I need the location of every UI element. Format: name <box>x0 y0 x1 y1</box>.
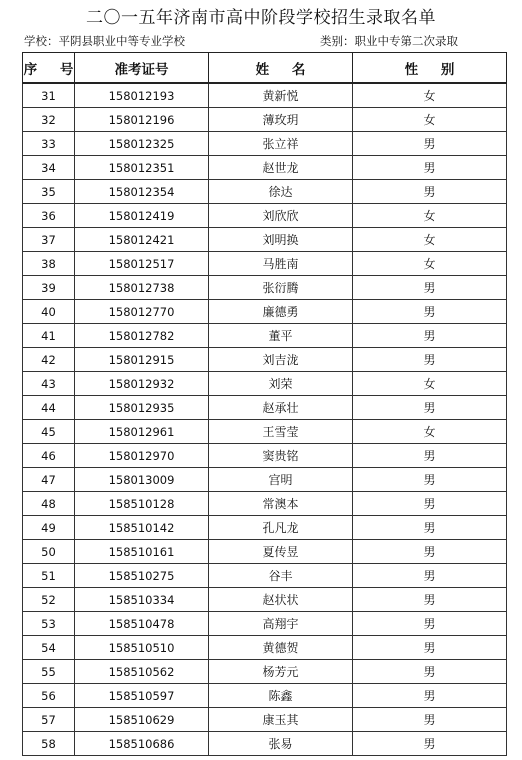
exam-number-cell: 158012193 <box>75 83 209 108</box>
name-cell: 宫明 <box>209 468 353 492</box>
document-title: 二〇一五年济南市高中阶段学校招生录取名单 <box>86 8 436 28</box>
gender-cell: 男 <box>353 732 507 756</box>
gender-cell: 男 <box>353 612 507 636</box>
table-row <box>23 132 507 156</box>
gender-cell: 女 <box>353 228 507 252</box>
name-cell: 陈鑫 <box>209 684 353 708</box>
gender-cell: 男 <box>353 564 507 588</box>
exam-number-cell: 158510510 <box>75 636 209 660</box>
name-cell: 徐达 <box>209 180 353 204</box>
table-row <box>23 276 507 300</box>
exam-number-cell: 158510478 <box>75 612 209 636</box>
seq-cell: 33 <box>23 132 75 156</box>
seq-cell: 52 <box>23 588 75 612</box>
gender-cell: 男 <box>353 132 507 156</box>
name-cell: 王雪莹 <box>209 420 353 444</box>
seq-cell: 39 <box>23 276 75 300</box>
seq-cell: 51 <box>23 564 75 588</box>
name-cell: 马胜南 <box>209 252 353 276</box>
table-row <box>23 708 507 732</box>
exam-number-cell: 158012782 <box>75 324 209 348</box>
seq-cell: 55 <box>23 660 75 684</box>
name-cell: 薄玫玥 <box>209 108 353 132</box>
seq-cell: 44 <box>23 396 75 420</box>
table-row <box>23 660 507 684</box>
name-cell: 高翔宇 <box>209 612 353 636</box>
gender-cell: 女 <box>353 372 507 396</box>
name-cell: 刘欣欣 <box>209 204 353 228</box>
table-row <box>23 156 507 180</box>
table-row <box>23 108 507 132</box>
exam-number-cell: 158012351 <box>75 156 209 180</box>
seq-cell: 40 <box>23 300 75 324</box>
admission-table <box>22 52 507 756</box>
table-row <box>23 468 507 492</box>
seq-cell: 57 <box>23 708 75 732</box>
header-name: 姓 名 <box>209 53 353 84</box>
table-row <box>23 300 507 324</box>
exam-number-cell: 158012770 <box>75 300 209 324</box>
gender-cell: 女 <box>353 420 507 444</box>
name-cell: 董平 <box>209 324 353 348</box>
header-row <box>23 53 507 84</box>
table-row <box>23 636 507 660</box>
gender-cell: 男 <box>353 516 507 540</box>
gender-cell: 男 <box>353 156 507 180</box>
name-cell: 刘荣 <box>209 372 353 396</box>
name-cell: 赵状状 <box>209 588 353 612</box>
name-cell: 刘明换 <box>209 228 353 252</box>
school-label: 学校：平阴县职业中等专业学校 <box>24 34 185 48</box>
name-cell: 康玉其 <box>209 708 353 732</box>
table-body <box>23 83 507 756</box>
seq-cell: 38 <box>23 252 75 276</box>
table-header <box>23 53 507 84</box>
exam-number-cell: 158510142 <box>75 516 209 540</box>
exam-number-cell: 158012196 <box>75 108 209 132</box>
seq-cell: 43 <box>23 372 75 396</box>
exam-number-cell: 158012517 <box>75 252 209 276</box>
table-row <box>23 444 507 468</box>
table-row <box>23 252 507 276</box>
exam-number-cell: 158510597 <box>75 684 209 708</box>
name-cell: 窦贵铭 <box>209 444 353 468</box>
gender-cell: 男 <box>353 660 507 684</box>
gender-cell: 男 <box>353 468 507 492</box>
gender-cell: 男 <box>353 444 507 468</box>
exam-number-cell: 158510275 <box>75 564 209 588</box>
seq-cell: 31 <box>23 83 75 108</box>
seq-cell: 34 <box>23 156 75 180</box>
exam-number-cell: 158510334 <box>75 588 209 612</box>
seq-cell: 56 <box>23 684 75 708</box>
seq-cell: 41 <box>23 324 75 348</box>
name-cell: 廉德勇 <box>209 300 353 324</box>
table-row <box>23 348 507 372</box>
gender-cell: 女 <box>353 108 507 132</box>
header-exam-number: 准考证号 <box>75 53 209 84</box>
exam-number-cell: 158012419 <box>75 204 209 228</box>
category-label: 类别：职业中专第二次录取 <box>320 34 458 48</box>
header-gender: 性 别 <box>353 53 507 84</box>
seq-cell: 50 <box>23 540 75 564</box>
gender-cell: 女 <box>353 83 507 108</box>
table-row <box>23 180 507 204</box>
name-cell: 赵承壮 <box>209 396 353 420</box>
gender-cell: 男 <box>353 348 507 372</box>
seq-cell: 36 <box>23 204 75 228</box>
gender-cell: 女 <box>353 252 507 276</box>
exam-number-cell: 158510128 <box>75 492 209 516</box>
seq-cell: 48 <box>23 492 75 516</box>
seq-cell: 47 <box>23 468 75 492</box>
gender-cell: 男 <box>353 276 507 300</box>
gender-cell: 男 <box>353 540 507 564</box>
seq-cell: 32 <box>23 108 75 132</box>
table-row <box>23 204 507 228</box>
seq-cell: 45 <box>23 420 75 444</box>
gender-cell: 男 <box>353 180 507 204</box>
exam-number-cell: 158510686 <box>75 732 209 756</box>
name-cell: 黄新悦 <box>209 83 353 108</box>
table-row <box>23 83 507 108</box>
seq-cell: 53 <box>23 612 75 636</box>
exam-number-cell: 158510562 <box>75 660 209 684</box>
exam-number-cell: 158012970 <box>75 444 209 468</box>
name-cell: 夏传昱 <box>209 540 353 564</box>
name-cell: 刘吉泷 <box>209 348 353 372</box>
table-row <box>23 732 507 756</box>
table-row <box>23 492 507 516</box>
table-row <box>23 612 507 636</box>
exam-number-cell: 158012325 <box>75 132 209 156</box>
seq-cell: 54 <box>23 636 75 660</box>
seq-cell: 35 <box>23 180 75 204</box>
exam-number-cell: 158012354 <box>75 180 209 204</box>
table-row <box>23 564 507 588</box>
name-cell: 赵世龙 <box>209 156 353 180</box>
exam-number-cell: 158510629 <box>75 708 209 732</box>
exam-number-cell: 158013009 <box>75 468 209 492</box>
exam-number-cell: 158012932 <box>75 372 209 396</box>
name-cell: 谷丰 <box>209 564 353 588</box>
name-cell: 孔凡龙 <box>209 516 353 540</box>
name-cell: 张立祥 <box>209 132 353 156</box>
gender-cell: 男 <box>353 636 507 660</box>
gender-cell: 男 <box>353 684 507 708</box>
table-row <box>23 372 507 396</box>
seq-cell: 37 <box>23 228 75 252</box>
exam-number-cell: 158012915 <box>75 348 209 372</box>
gender-cell: 男 <box>353 588 507 612</box>
gender-cell: 男 <box>353 396 507 420</box>
table-row <box>23 540 507 564</box>
seq-cell: 46 <box>23 444 75 468</box>
gender-cell: 男 <box>353 708 507 732</box>
table-row <box>23 228 507 252</box>
table-row <box>23 324 507 348</box>
header-seq: 序 号 <box>23 53 75 84</box>
name-cell: 张衍腾 <box>209 276 353 300</box>
name-cell: 黄德贺 <box>209 636 353 660</box>
seq-cell: 42 <box>23 348 75 372</box>
table-row <box>23 516 507 540</box>
gender-cell: 男 <box>353 324 507 348</box>
table-row <box>23 588 507 612</box>
gender-cell: 男 <box>353 492 507 516</box>
gender-cell: 女 <box>353 204 507 228</box>
exam-number-cell: 158012961 <box>75 420 209 444</box>
table-row <box>23 420 507 444</box>
table-row <box>23 396 507 420</box>
table-row <box>23 684 507 708</box>
name-cell: 常澳本 <box>209 492 353 516</box>
exam-number-cell: 158510161 <box>75 540 209 564</box>
seq-cell: 58 <box>23 732 75 756</box>
seq-cell: 49 <box>23 516 75 540</box>
name-cell: 杨芳元 <box>209 660 353 684</box>
exam-number-cell: 158012935 <box>75 396 209 420</box>
gender-cell: 男 <box>353 300 507 324</box>
name-cell: 张易 <box>209 732 353 756</box>
exam-number-cell: 158012421 <box>75 228 209 252</box>
exam-number-cell: 158012738 <box>75 276 209 300</box>
